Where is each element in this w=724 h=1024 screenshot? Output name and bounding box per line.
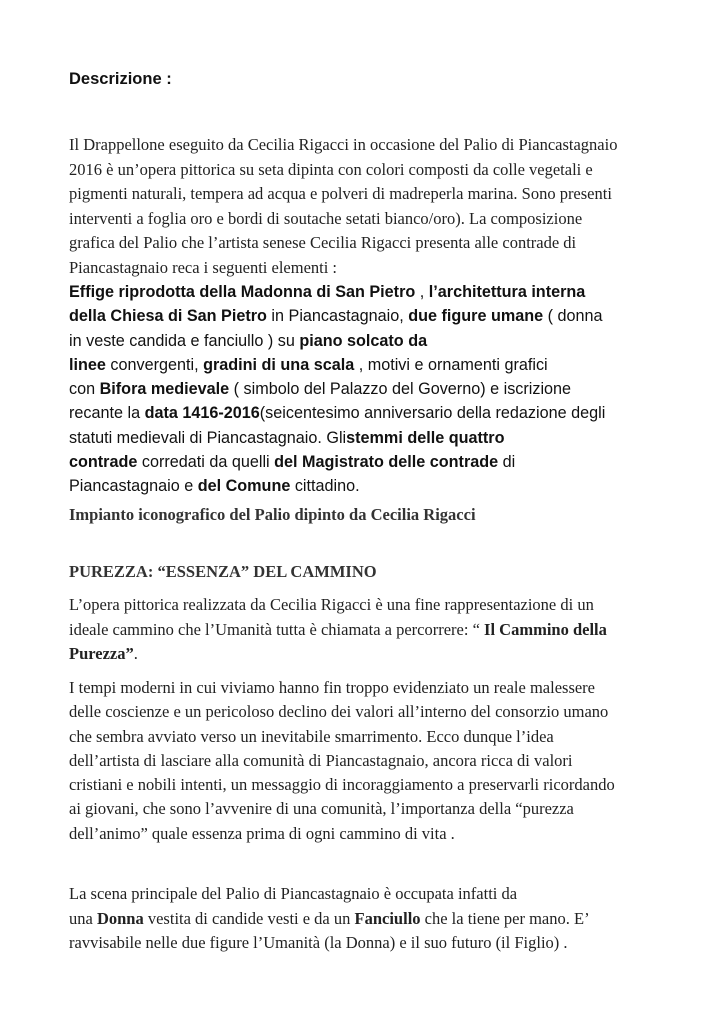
bold-text: Bifora medievale — [99, 380, 230, 399]
bold-text: l’architettura interna — [428, 283, 586, 301]
elements-paragraph — [69, 280, 659, 499]
text-line: L’opera pittorica realizzata da Cecilia Rigacci è una fine rappresentazione di un — [69, 595, 594, 614]
text-line — [69, 642, 659, 667]
text-line: pigmenti naturali, tempera ad acqua e polveri di madreperla marina. Sono presenti — [69, 184, 612, 203]
bold-text: contrade — [69, 453, 138, 472]
text-line: grafica del Palio che l’artista senese Cecilia Rigacci presenta alle contrade di — [69, 233, 577, 252]
iconography-title: Impianto iconografico del Palio dipinto da Cecilia Rigacci — [69, 505, 476, 524]
text-line: Piancastagnaio reca i seguenti elementi : — [69, 257, 338, 277]
text: , — [415, 283, 429, 301]
text-line: interventi a foglia oro e bordi di soutache setati bianco/oro). La composizione — [69, 208, 583, 228]
text: , motivi e ornamenti grafici — [354, 355, 548, 374]
text: con — [69, 380, 100, 399]
text-line: cristiani e nobili intenti, un messaggio di incoraggiamento a preservarli ricordando — [69, 775, 615, 795]
text: di — [498, 453, 516, 472]
text-line: I tempi moderni in cui viviamo hanno fin troppo evidenziato un reale malessere — [69, 678, 596, 697]
purity-title: PUREZZA: “ESSENZA” DEL CAMMINO — [69, 562, 377, 581]
bold-text: stemmi delle quattro — [346, 428, 505, 447]
text: che la tiene per mano. E’ — [420, 908, 590, 928]
bold-text: linee — [69, 355, 106, 374]
intro-paragraph — [69, 133, 659, 280]
text-line: ai giovani, che sono l’avvenire di una comunità, l’importanza della “purezza — [69, 799, 574, 819]
text: in Piancastagnaio, — [266, 307, 409, 326]
text: . — [133, 644, 138, 663]
text-line: 2016 è un’opera pittorica su seta dipinta con colori composti da colle vegetali e — [69, 159, 593, 179]
text: ideale cammino che l’Umanità tutta è chiamata a percorrere: “ — [69, 619, 485, 639]
path-paragraph — [69, 593, 659, 667]
main-scene-paragraph — [69, 882, 659, 956]
modern-times-paragraph — [69, 676, 659, 846]
text: ( simbolo del Palazzo del Governo) e iscrizione — [229, 380, 572, 399]
text-line — [69, 280, 659, 304]
text: convergenti, — [105, 355, 204, 374]
bold-text: del Comune — [197, 477, 291, 496]
bold-text: piano solcato da — [299, 331, 428, 350]
bold-text: del Magistrato delle contrade — [274, 453, 499, 472]
bold-text: data 1416-2016 — [144, 404, 260, 423]
text-line — [69, 474, 659, 498]
bold-text: Donna — [96, 908, 144, 928]
text-line — [69, 377, 659, 401]
text: cittadino. — [290, 477, 360, 496]
bold-text: gradini di una scala — [203, 355, 355, 374]
text: recante la — [69, 404, 145, 423]
text-line — [69, 426, 659, 450]
text-line — [69, 353, 659, 377]
text-line — [69, 401, 659, 425]
text: ( donna — [543, 307, 603, 326]
section-heading: Descrizione : — [69, 70, 172, 88]
text-line: La scena principale del Palio di Piancastagnaio è occupata infatti da — [69, 884, 518, 903]
text: corredati da quelli — [137, 453, 275, 472]
text-line: delle coscienze e un pericoloso declino dei valori all’interno del consorzio umano — [69, 702, 609, 722]
text: statuti medievali di Piancastagnaio. Gli — [69, 428, 347, 447]
text-line — [69, 618, 659, 643]
text-line: dell’animo” quale essenza prima di ogni cammino di vita . — [69, 823, 455, 843]
bold-text: Purezza” — [69, 644, 134, 663]
text-line: Il Drappellone eseguito da Cecilia Rigacci in occasione del Palio di Piancastagnaio — [69, 135, 618, 154]
text-line: dell’artista di lasciare alla comunità di Piancastagnaio, ancora ricca di valori — [69, 750, 573, 770]
text-line — [69, 329, 659, 353]
text: Piancastagnaio e — [69, 477, 198, 496]
text-line: ravvisabile nelle due figure l’Umanità (la Donna) e il suo futuro (il Figlio) . — [69, 933, 568, 952]
bold-text: Il Cammino della — [484, 619, 607, 639]
bold-text: due figure umane — [408, 307, 544, 326]
text: (seicentesimo anniversario della redazione degli — [259, 404, 606, 423]
text-line — [69, 304, 659, 328]
text-line — [69, 907, 659, 932]
bold-text: Fanciullo — [354, 908, 421, 928]
text-line — [69, 450, 659, 474]
text: vestita di candide vesti e da un — [143, 908, 355, 928]
text-line: che sembra avviato verso un inevitabile smarrimento. Ecco dunque l’idea — [69, 726, 554, 746]
bold-text: Effige riprodotta della Madonna di San Pietro — [69, 283, 416, 301]
text: in veste candida e fanciullo ) su — [69, 331, 300, 350]
text: una — [69, 908, 97, 928]
bold-text: della Chiesa di San Pietro — [69, 307, 267, 326]
